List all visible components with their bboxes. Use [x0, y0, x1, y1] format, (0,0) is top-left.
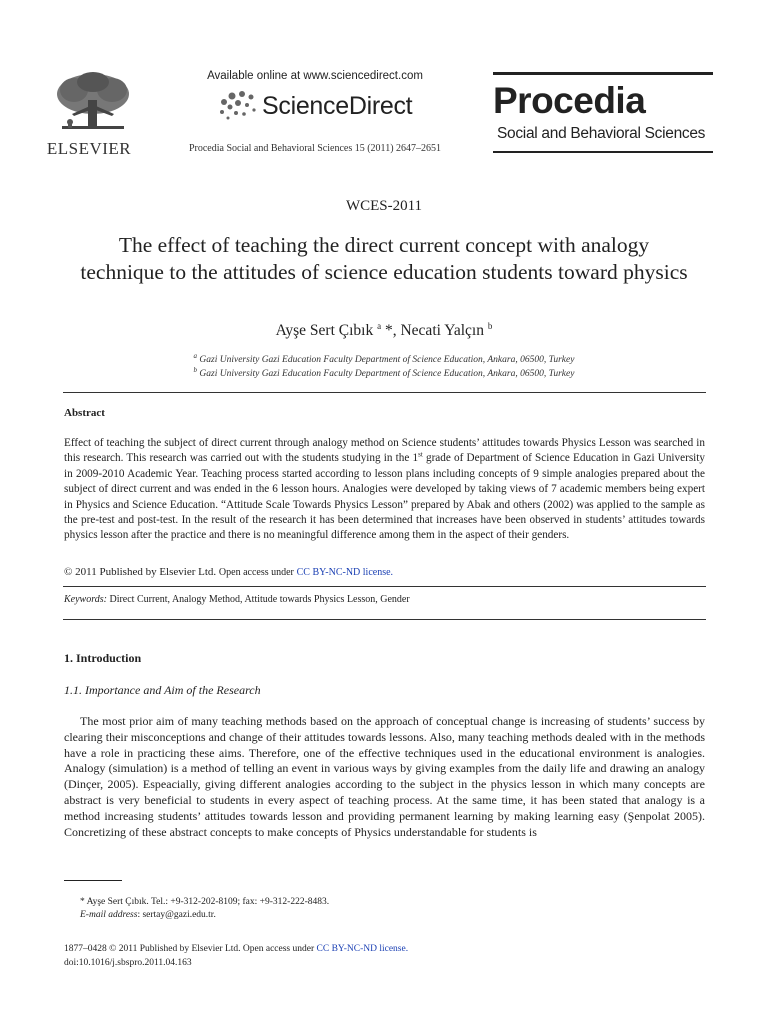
affil-mark: b: [193, 366, 198, 374]
footer-license-link[interactable]: CC BY-NC-ND license.: [316, 944, 409, 954]
section-heading: 1. Introduction: [64, 651, 142, 665]
procedia-rule-top: [493, 72, 713, 75]
body-paragraph: The most prior aim of many teaching methods based on the approach of conceptual change is increasing of students’ success by clearing their misconceptions and change of their attitudes towards lessons. Also, many teaching methods dealed with in the methods have a role in practicing these aims. Therefore, one of the effective techniques used in the educational environment is analogies. Analogy (simulation) is a method of telling an event in various ways by giving examples from the daily life and drawing an analogy (Dinçer, 2005). Espeacially, giving different analogies according to the subject in the physics lesson in which many concepts are abstract is very beneficial to students in every aspect of teaching process. At the same time, it has been stated that analogy is a method increasing students’ attitudes towards lesson and providing permanent learning by making learning easy (Şenpolat 2005). Concretizing of these abstract concepts to make concepts of Physics understandable for students is: [64, 714, 705, 839]
author-affil-mark: a: [377, 321, 382, 331]
keywords-line: [64, 594, 410, 605]
email-label: E-mail address: [80, 910, 138, 920]
abstract-heading: Abstract: [64, 407, 105, 419]
author-name: Necati Yalçın: [400, 322, 484, 340]
corresponding-mark: *,: [381, 322, 397, 340]
copyright-line: [64, 566, 393, 578]
open-access-text: Open access under: [218, 567, 294, 578]
paper-title: The effect of teaching the direct current concept with analogy technique to the attitudes of science education students toward physics: [80, 233, 688, 284]
abstract-text-part: grade of Department of Science Education in Gazi University in 2009-2010 Academic Year. Teaching process started according to lesson plans including concepts of 9 simple analogies prepared about the subject of direct current and was ended in the 6 lesson hours. Analogies were developed by taking views of 7 academic members being expert in Physics and Science Education. “Attitude Scale Towards Physics Lesson” prepared by Abak and others (2002) was applied to the sample as the pre-test and post-test. In the result of the research it has been determined that increases have been observed in students’ attitudes towards physics lesson after the practice and there is no meaningful difference among them in the aspect of their genders.: [64, 452, 705, 542]
keywords-label: Keywords:: [64, 594, 107, 605]
procedia-rule-bottom: [493, 151, 713, 153]
doi-line[interactable]: doi:10.1016/j.sbspro.2011.04.163: [64, 958, 192, 968]
conference-name: WCES-2011: [345, 198, 423, 214]
affil-mark: a: [193, 352, 198, 360]
affiliation: [0, 352, 768, 365]
ordinal-suffix: st: [418, 450, 423, 459]
procedia-subtitle: Social and Behavioral Sciences: [497, 125, 706, 142]
email-address[interactable]: : sertay@gazi.edu.tr.: [137, 910, 216, 920]
affil-text: Gazi University Gazi Education Faculty Department of Science Education, Ankara, 06500, Turkey: [199, 369, 575, 380]
divider: [63, 619, 706, 620]
available-online-text[interactable]: Available online at www.sciencedirect.com: [207, 70, 423, 82]
divider: [63, 586, 706, 587]
copyright-text: © 2011 Published by Elsevier Ltd.: [64, 566, 217, 578]
procedia-title: Procedia: [493, 80, 646, 121]
publisher-name: ELSEVIER: [46, 139, 132, 158]
license-link[interactable]: CC BY-NC-ND license.: [296, 567, 394, 578]
subsection-heading: 1.1. Importance and Aim of the Research: [64, 683, 261, 697]
corresponding-author-note: * Ayşe Sert Çıbık. Tel.: +9-312-202-8109; fax: +9-312-222-8483.: [80, 897, 330, 907]
sciencedirect-dots-icon: [216, 88, 260, 122]
divider: [63, 392, 706, 393]
abstract-text: [64, 436, 705, 544]
footnote-rule: [64, 880, 122, 881]
issn-text: 1877–0428 © 2011 Published by Elsevier Ltd. Open access under: [64, 944, 315, 954]
author-list: [0, 321, 768, 340]
affil-text: Gazi University Gazi Education Faculty Department of Science Education, Ankara, 06500, Turkey: [199, 355, 575, 366]
issn-line: [64, 944, 408, 954]
author-affil-mark: b: [487, 321, 493, 331]
journal-reference: Procedia Social and Behavioral Sciences 15 (2011) 2647–2651: [188, 143, 442, 154]
author-name: Ayşe Sert Çıbık: [275, 322, 374, 340]
sciencedirect-logo: ScienceDirect: [262, 92, 413, 120]
affiliation: [0, 366, 768, 379]
keywords-text: Direct Current, Analogy Method, Attitude towards Physics Lesson, Gender: [109, 594, 410, 605]
abstract-text-part: Effect of teaching the subject of direct current through analogy method on Science students’ attitudes towards Physics Lesson was searched in this research. This research was carried out with the students studying in the 1: [64, 437, 705, 465]
email-note: [80, 910, 216, 920]
